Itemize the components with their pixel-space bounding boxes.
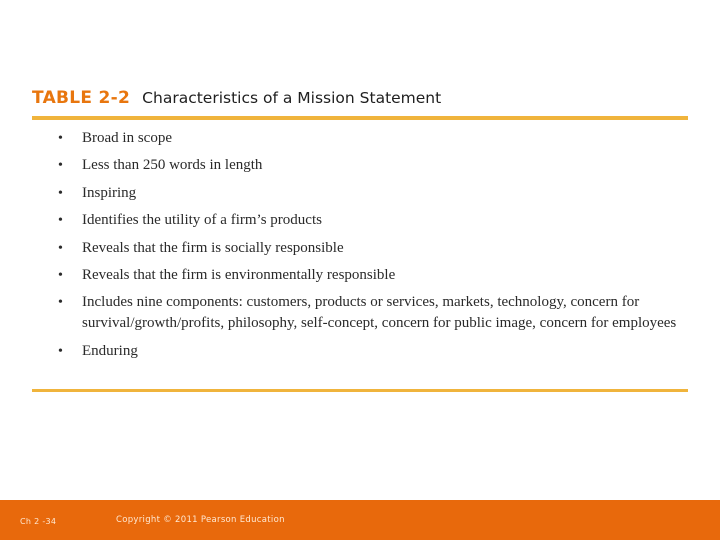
- bullet: •: [58, 185, 63, 201]
- list-item-text: Enduring: [82, 342, 138, 359]
- slide-number: Ch 2 -34: [20, 517, 57, 526]
- characteristics-list: [58, 128, 678, 368]
- list-item: [58, 183, 678, 204]
- bullet: •: [58, 343, 63, 359]
- list-item-text: Broad in scope: [82, 130, 172, 146]
- list-item: [58, 265, 678, 286]
- table-number: TABLE 2-2: [32, 88, 131, 108]
- bullet: •: [58, 295, 63, 311]
- top-rule: [32, 116, 688, 120]
- list-item-text: Reveals that the firm is environmentally responsible: [82, 266, 396, 283]
- list-item: [58, 238, 678, 259]
- list-item-text: Includes nine components: customers, products or services, markets, technology, concern for survival/growth/profits, philosophy, self-concept, concern for public image, concern for employees: [82, 294, 677, 332]
- copyright-text: Copyright © 2011 Pearson Education: [116, 515, 285, 525]
- list-item-text: Less than 250 words in length: [82, 157, 263, 174]
- list-item: [58, 128, 678, 149]
- list-item-text: Inspiring: [82, 184, 137, 201]
- list-item-text: Identifies the utility of a firm’s products: [82, 212, 322, 229]
- bullet: •: [58, 158, 63, 174]
- list-item: [58, 155, 678, 176]
- table-name: Characteristics of a Mission Statement: [142, 89, 442, 107]
- footer-bar: [0, 500, 720, 540]
- list-item: [58, 210, 678, 231]
- table-title: [32, 88, 441, 108]
- list-item-text: Reveals that the firm is socially responsible: [82, 239, 344, 256]
- bullet: •: [58, 131, 63, 146]
- bullet: •: [58, 213, 63, 229]
- list-item: [58, 341, 678, 362]
- list-item: [58, 292, 678, 334]
- bullet: •: [58, 240, 63, 256]
- bullet: •: [58, 267, 63, 283]
- bottom-rule: [32, 389, 688, 392]
